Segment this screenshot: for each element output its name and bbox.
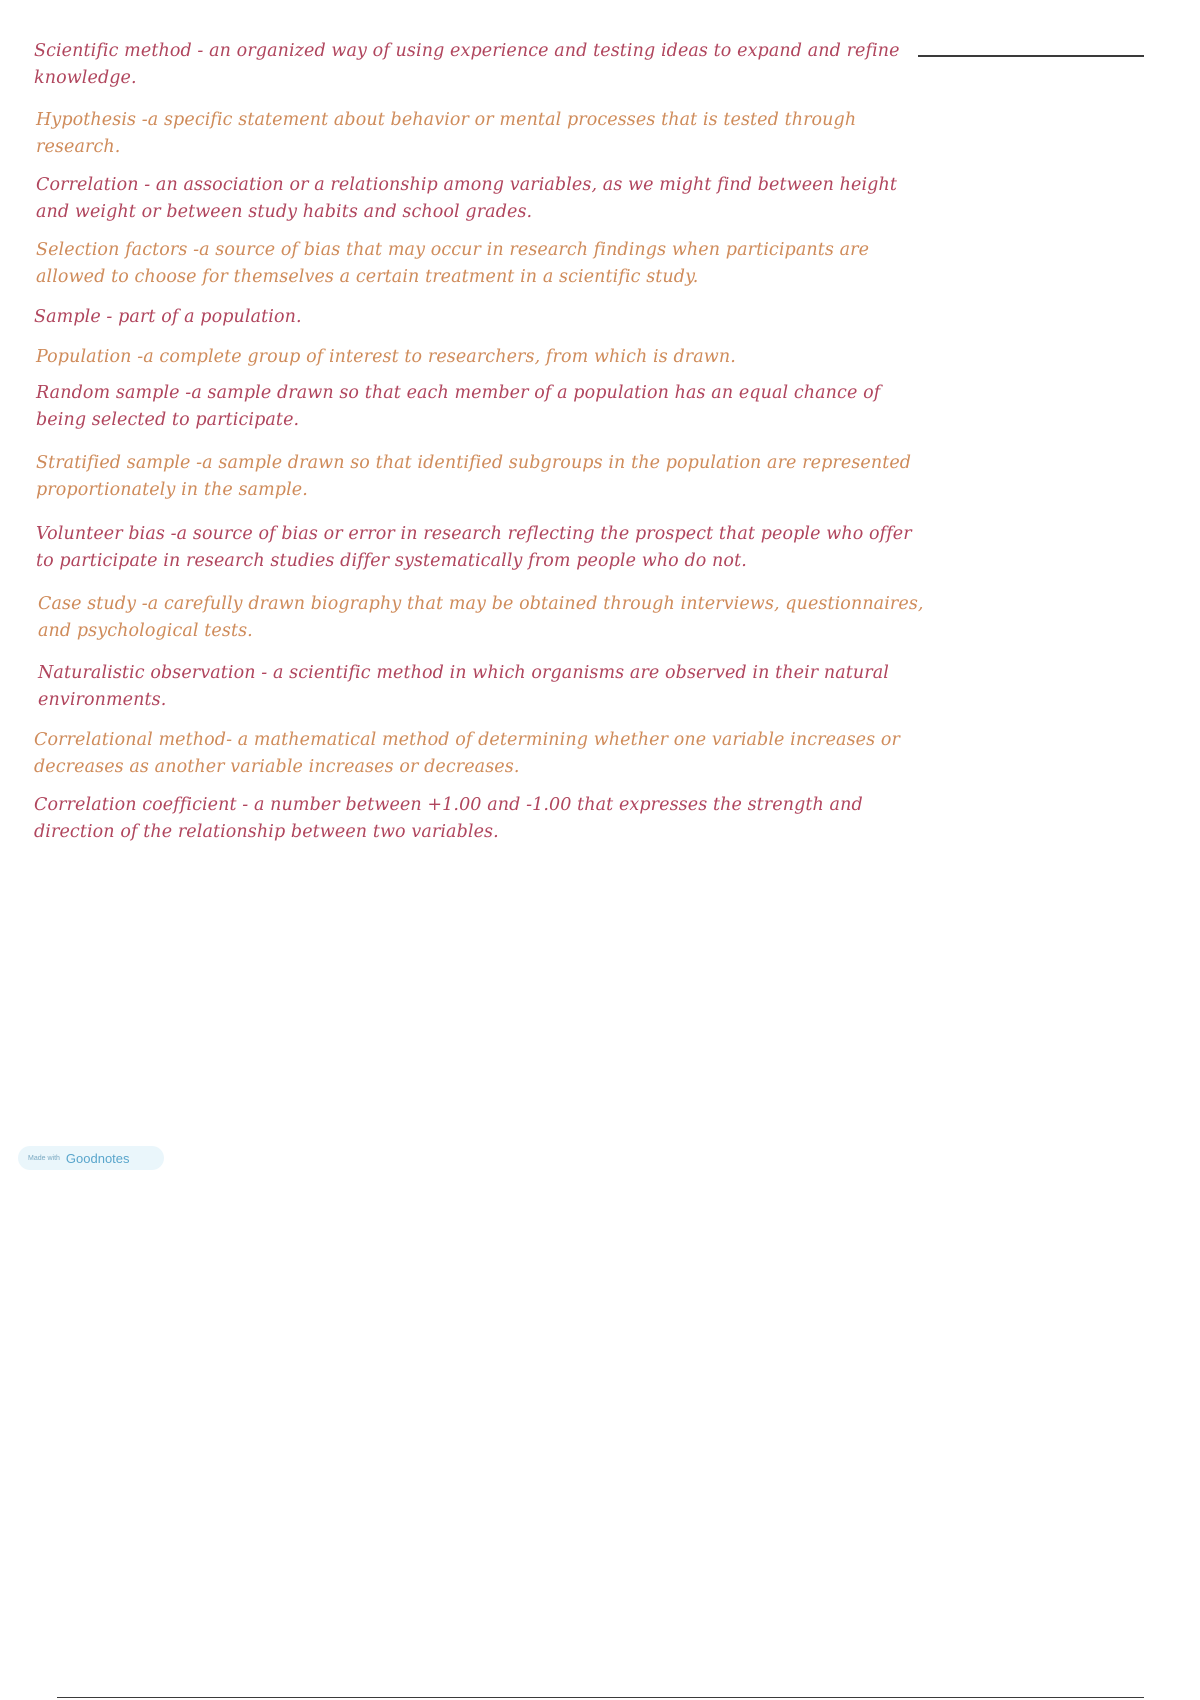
note-correlational-method: Correlational method- a mathematical method of determining whether one variable increases or decreases as another variable increases or decreases. [34,730,900,777]
note-naturalistic-observation: Naturalistic observation - a scientific method in which organisms are observed in their natural environments. [38,663,889,710]
note-random-sample: Random sample -a sample drawn so that each member of a population has an equal chance of being selected to participate. [36,383,881,430]
note-sample: Sample - part of a population. [34,307,302,327]
badge-prefix: Made with [28,1154,60,1162]
top-right-rule [918,55,1144,57]
note-hypothesis: Hypothesis -a specific statement about behavior or mental processes that is tested through research. [36,110,857,157]
bottom-rule [57,1697,1144,1698]
note-selection-factors: Selection factors -a source of bias that may occur in research findings when participants are allowed to choose for themselves a certain treatment in a scientific study. [36,240,870,287]
made-with-goodnotes-badge [18,1146,164,1170]
note-population: Population -a complete group of interest to researchers, from which is drawn. [36,347,736,367]
note-volunteer-bias: Volunteer bias -a source of bias or error in research reflecting the prospect that people who offer to participate in research studies differ systematically from people who do not. [36,524,912,571]
badge-brand: Goodnotes [65,1150,130,1166]
note-correlation: Correlation - an association or a relationship among variables, as we might find between height and weight or between study habits and school grades. [36,175,897,222]
note-correlation-coefficient: Correlation coefficient - a number between +1.00 and -1.00 that expresses the strength and direction of the relationship between two variables. [34,795,863,842]
note-stratified-sample: Stratified sample -a sample drawn so that identified subgroups in the population are represented proportionately in the sample. [36,453,912,500]
note-scientific-method: Scientific method - an organized way of using experience and testing ideas to expand and refine knowledge. [34,41,900,88]
note-case-study: Case study -a carefully drawn biography that may be obtained through interviews, questionnaires, and psychological tests. [38,594,924,641]
